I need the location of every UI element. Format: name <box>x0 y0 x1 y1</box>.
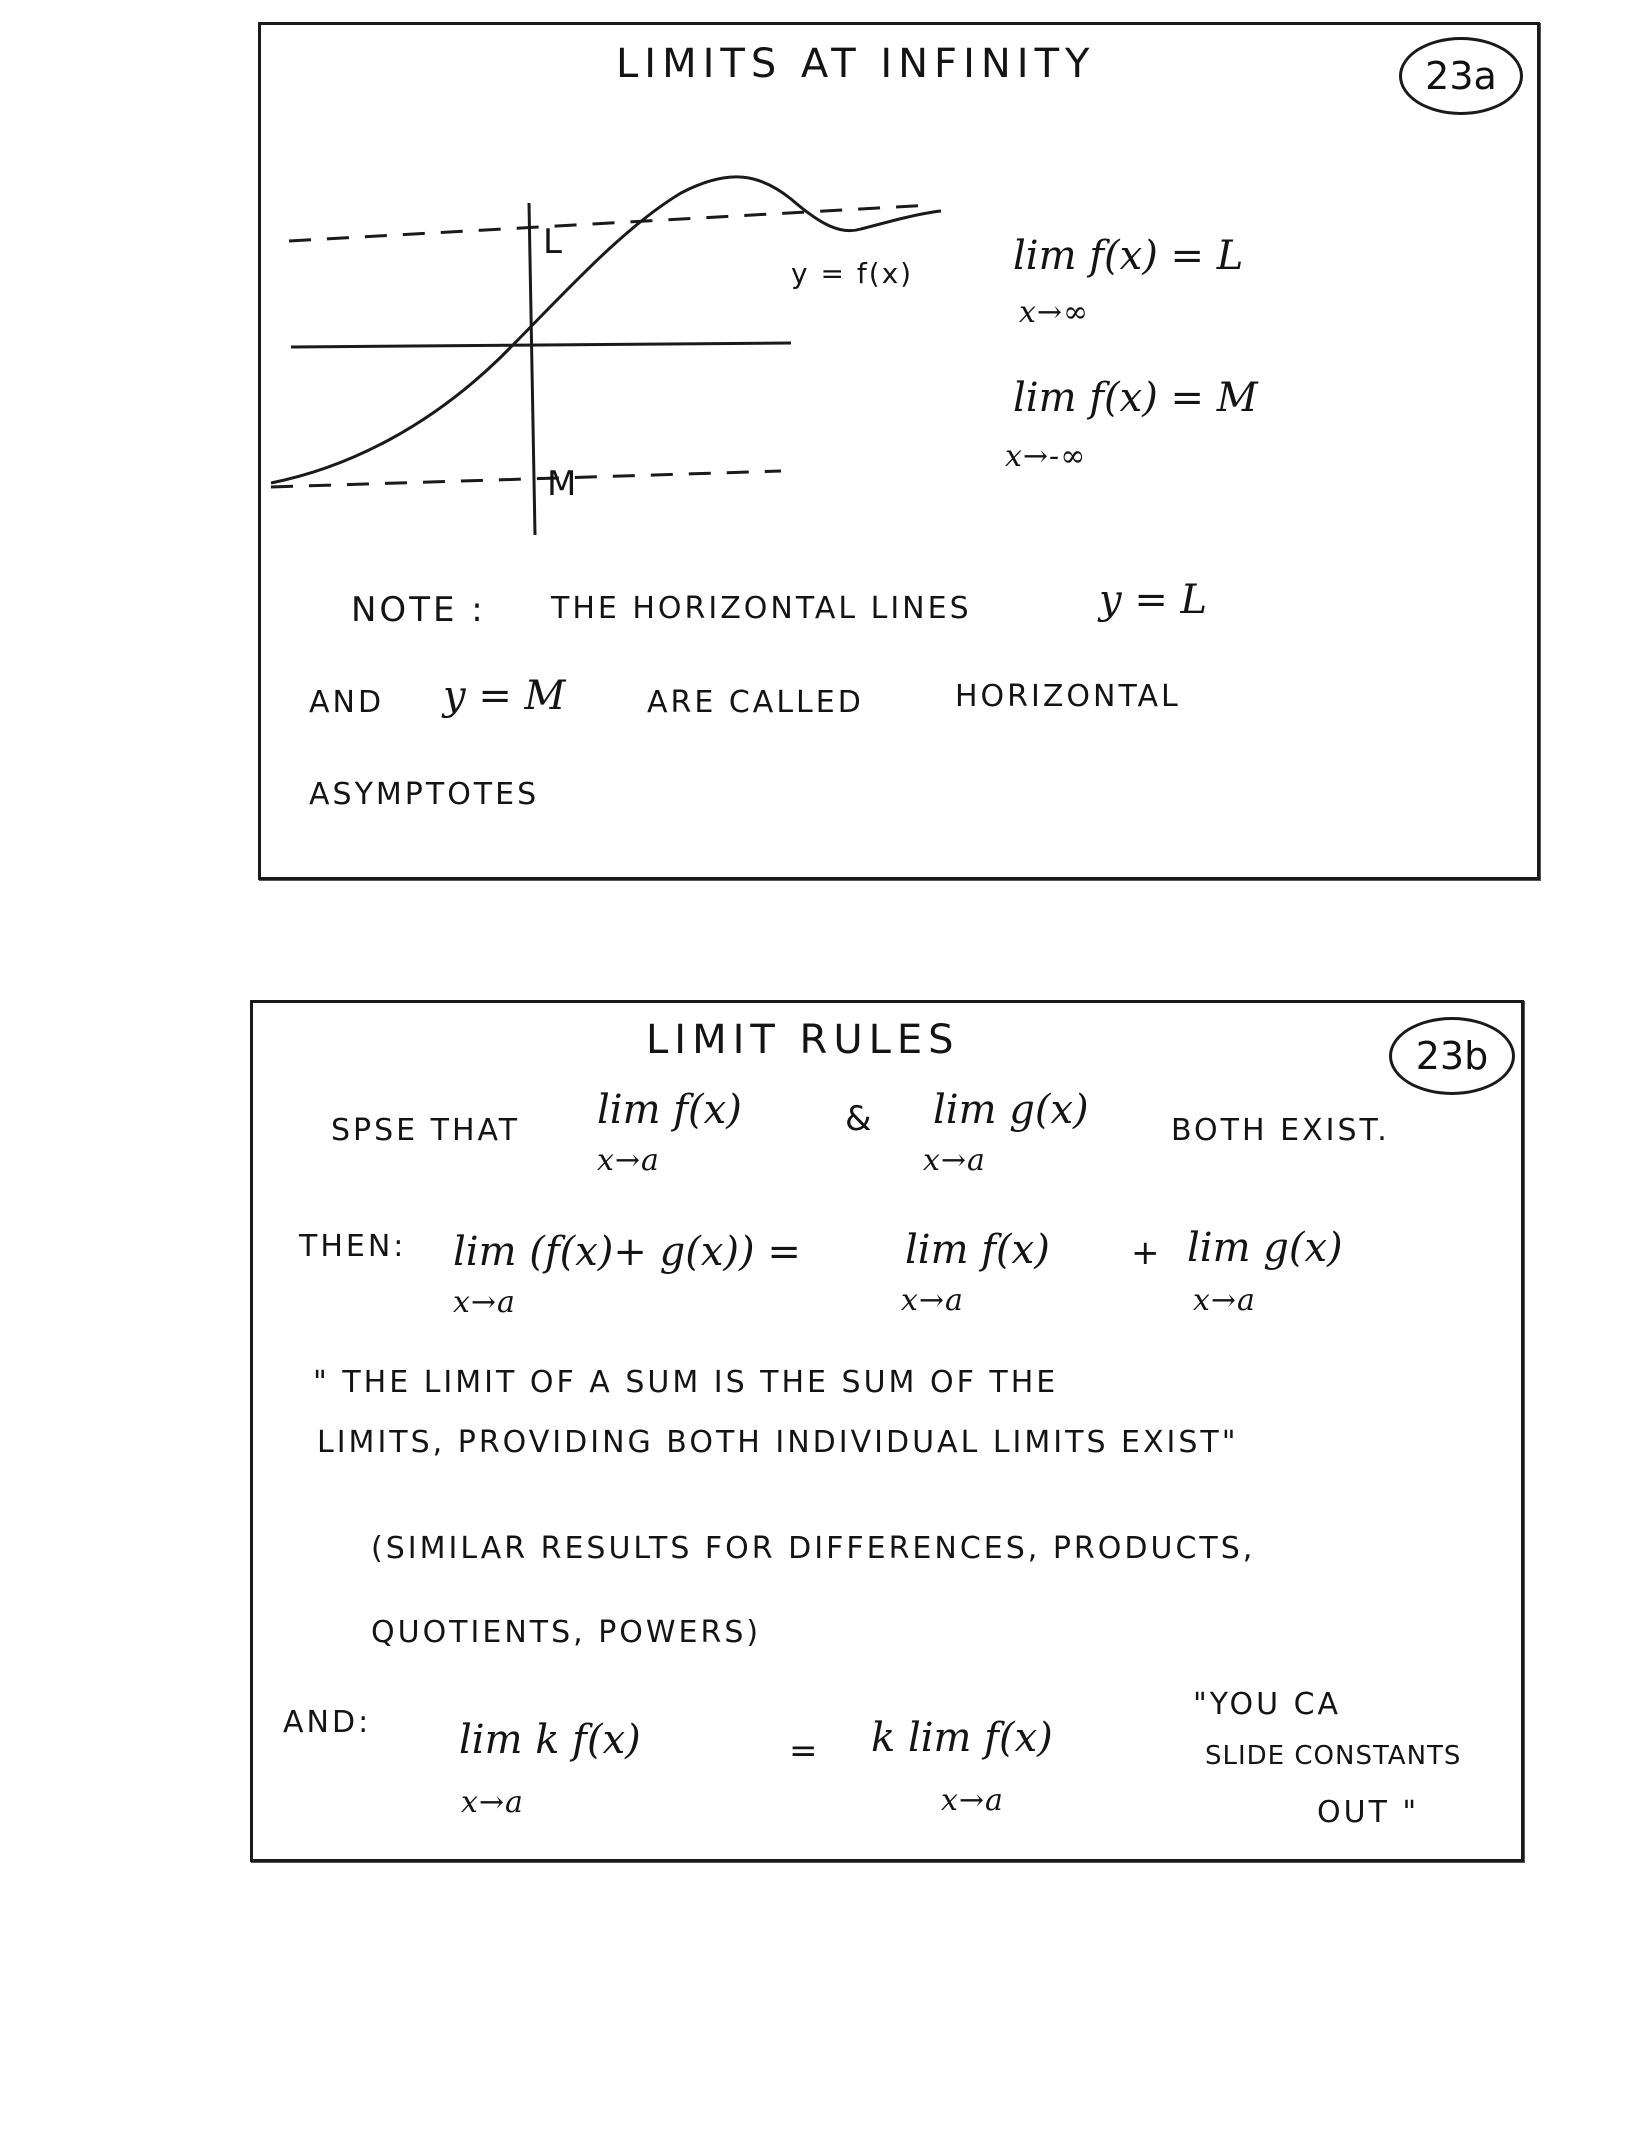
similar-line2: QUOTIENTS, POWERS) <box>371 1615 762 1650</box>
note-y-m: y = M <box>443 673 566 719</box>
const-lhs: lim k f(x) <box>459 1717 641 1763</box>
limit-sub-minus-inf: x→-∞ <box>1005 439 1087 474</box>
both-exist: BOTH EXIST. <box>1171 1113 1390 1148</box>
ampersand: & <box>845 1099 875 1139</box>
sum-rhs1: lim f(x) <box>905 1227 1050 1273</box>
label-l: L <box>543 222 562 262</box>
similar-line1: (SIMILAR RESULTS FOR DIFFERENCES, PRODUCTS, <box>371 1531 1256 1566</box>
const-lhs-sub: x→a <box>461 1785 524 1820</box>
note-line1: THE HORIZONTAL LINES <box>551 591 972 626</box>
and-label: AND: <box>283 1705 372 1740</box>
y-axis <box>529 203 535 535</box>
quote-line2: LIMITS, PROVIDING BOTH INDIVIDUAL LIMITS EXIST" <box>317 1425 1239 1460</box>
plus-sign: + <box>1131 1233 1163 1273</box>
spse-that: SPSE THAT <box>331 1113 521 1148</box>
note-and: AND <box>309 685 385 720</box>
note-label: NOTE : <box>351 590 486 630</box>
limit-sub-plus-inf: x→∞ <box>1019 295 1090 330</box>
sum-lhs: lim (f(x)+ g(x)) = <box>453 1229 801 1275</box>
const-rhs: k lim f(x) <box>871 1715 1053 1761</box>
note-horizontal: HORIZONTAL <box>955 679 1181 714</box>
x-axis <box>291 343 791 347</box>
page-badge: 23b <box>1389 1017 1515 1095</box>
aside-line2: SLIDE CONSTANTS <box>1205 1741 1462 1771</box>
const-equals: = <box>789 1731 821 1771</box>
sum-rhs1-sub: x→a <box>901 1283 964 1318</box>
sum-rhs2-sub: x→a <box>1193 1283 1256 1318</box>
aside-line1: "YOU CA <box>1193 1687 1342 1722</box>
const-rhs-sub: x→a <box>941 1783 1004 1818</box>
lim-g: lim g(x) <box>933 1087 1089 1133</box>
curve-label: y = f(x) <box>791 257 914 290</box>
card-limits-at-infinity <box>258 22 1540 880</box>
aside-line3: OUT " <box>1317 1795 1420 1830</box>
note-are-called: ARE CALLED <box>647 685 864 720</box>
note-asymptotes: ASYMPTOTES <box>309 777 540 812</box>
limit-expr-minus-inf: lim f(x) = M <box>1013 375 1258 421</box>
lim-f: lim f(x) <box>597 1087 742 1133</box>
lim-f-sub: x→a <box>597 1143 660 1178</box>
card-title: LIMIT RULES <box>646 1017 960 1063</box>
sum-lhs-sub: x→a <box>453 1285 516 1320</box>
note-y-l: y = L <box>1099 577 1208 623</box>
asymptote-line-m <box>271 471 781 487</box>
sum-rhs2: lim g(x) <box>1187 1225 1343 1271</box>
quote-line1: " THE LIMIT OF A SUM IS THE SUM OF THE <box>313 1365 1059 1400</box>
page-badge: 23a <box>1399 37 1523 115</box>
asymptote-line-l <box>289 205 931 241</box>
then-label: THEN: <box>299 1229 407 1264</box>
lim-g-sub: x→a <box>923 1143 986 1178</box>
card-limit-rules <box>250 1000 1524 1862</box>
label-m: M <box>547 464 577 504</box>
asymptote-graph <box>261 125 981 545</box>
card-title: LIMITS AT INFINITY <box>616 41 1096 87</box>
limit-expr-plus-inf: lim f(x) = L <box>1013 233 1244 279</box>
